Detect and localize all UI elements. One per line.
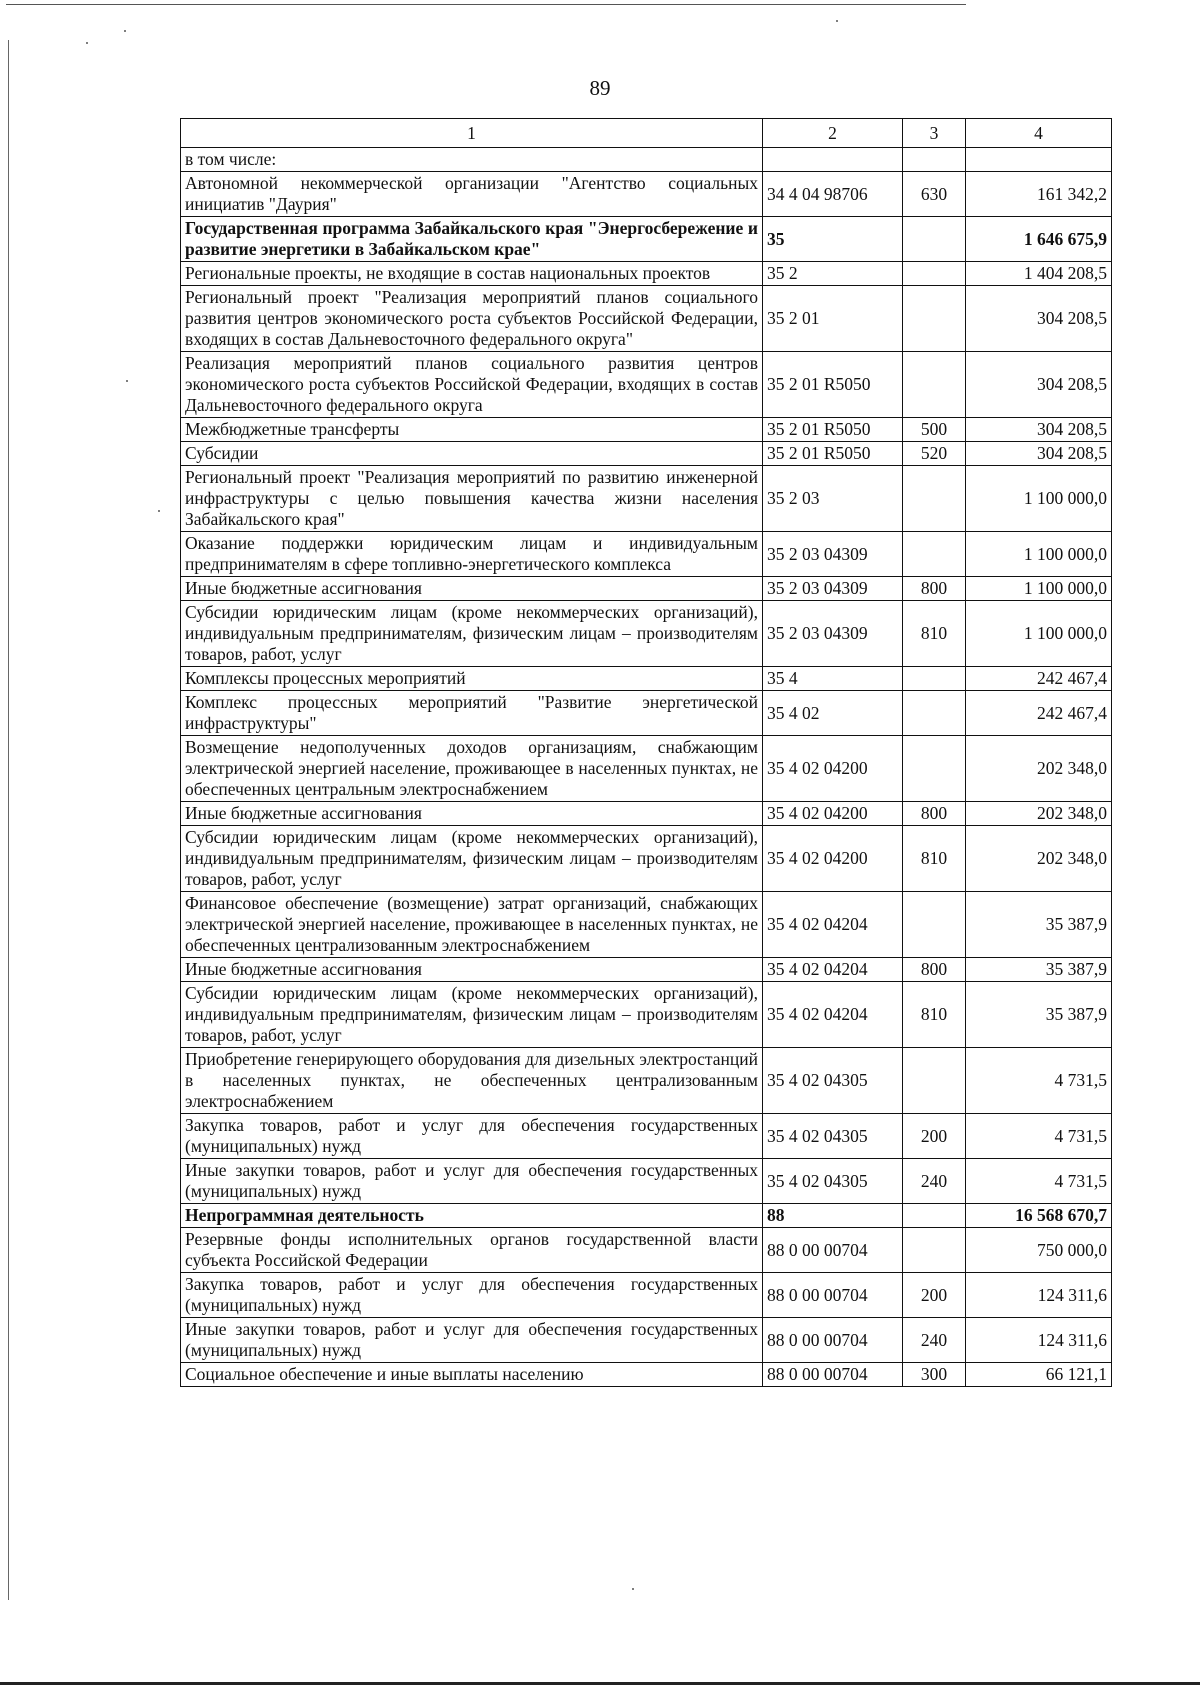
row-type-cell bbox=[903, 1204, 966, 1228]
table-row bbox=[181, 601, 1112, 667]
row-name-cell: Межбюджетные трансферты bbox=[181, 418, 763, 442]
row-type-cell bbox=[903, 1228, 966, 1273]
row-code-cell: 35 2 01 R5050 bbox=[763, 352, 903, 418]
row-code-cell: 35 2 01 bbox=[763, 286, 903, 352]
row-code-cell: 35 bbox=[763, 217, 903, 262]
scan-speck bbox=[632, 1588, 634, 1590]
row-name-cell: Субсидии bbox=[181, 442, 763, 466]
row-code-cell: 35 2 01 R5050 bbox=[763, 442, 903, 466]
row-name-cell: Финансовое обеспечение (возмещение) затрат организаций, снабжающих электрической энергией население, проживающее в населенных пунктах, не обеспеченных централизованным электроснабжением bbox=[181, 892, 763, 958]
row-name-cell: Региональный проект "Реализация мероприятий планов социального развития центров экономического роста субъектов Российской Федерации, входящих в состав Дальневосточного федерального округа" bbox=[181, 286, 763, 352]
row-sum-cell: 35 387,9 bbox=[966, 982, 1112, 1048]
row-type-cell bbox=[903, 262, 966, 286]
table-row bbox=[181, 1318, 1112, 1363]
table-row bbox=[181, 217, 1112, 262]
table-row bbox=[181, 286, 1112, 352]
row-sum-cell: 4 731,5 bbox=[966, 1048, 1112, 1114]
row-code-cell: 35 4 02 04204 bbox=[763, 892, 903, 958]
row-type-cell bbox=[903, 217, 966, 262]
row-sum-cell: 242 467,4 bbox=[966, 667, 1112, 691]
table-header-row bbox=[181, 119, 1112, 148]
row-code-cell: 35 4 02 04305 bbox=[763, 1159, 903, 1204]
table-row bbox=[181, 667, 1112, 691]
scan-speck bbox=[126, 380, 128, 382]
row-sum-cell: 1 100 000,0 bbox=[966, 577, 1112, 601]
table-row bbox=[181, 148, 1112, 172]
row-sum-cell: 1 646 675,9 bbox=[966, 217, 1112, 262]
table-row bbox=[181, 1159, 1112, 1204]
scan-border-left bbox=[8, 40, 9, 1600]
row-sum-cell: 35 387,9 bbox=[966, 892, 1112, 958]
row-type-cell: 810 bbox=[903, 601, 966, 667]
table-row bbox=[181, 442, 1112, 466]
row-name-cell: Субсидии юридическим лицам (кроме некоммерческих организаций), индивидуальным предпринимателям, физическим лицам – производителям товаров, работ, услуг bbox=[181, 982, 763, 1048]
row-sum-cell: 4 731,5 bbox=[966, 1159, 1112, 1204]
row-sum-cell bbox=[966, 148, 1112, 172]
row-type-cell: 800 bbox=[903, 958, 966, 982]
table-row bbox=[181, 1204, 1112, 1228]
table-row bbox=[181, 1228, 1112, 1273]
table-row bbox=[181, 352, 1112, 418]
row-code-cell: 35 2 03 bbox=[763, 466, 903, 532]
row-type-cell bbox=[903, 1048, 966, 1114]
table-row bbox=[181, 262, 1112, 286]
row-sum-cell: 4 731,5 bbox=[966, 1114, 1112, 1159]
row-code-cell: 35 2 03 04309 bbox=[763, 601, 903, 667]
row-sum-cell: 304 208,5 bbox=[966, 352, 1112, 418]
row-type-cell bbox=[903, 667, 966, 691]
row-type-cell: 500 bbox=[903, 418, 966, 442]
row-sum-cell: 202 348,0 bbox=[966, 802, 1112, 826]
row-type-cell bbox=[903, 148, 966, 172]
row-type-cell bbox=[903, 691, 966, 736]
budget-table-body bbox=[181, 119, 1112, 1387]
row-type-cell: 200 bbox=[903, 1114, 966, 1159]
row-name-cell: Иные бюджетные ассигнования bbox=[181, 577, 763, 601]
scan-speck bbox=[124, 30, 126, 32]
row-name-cell: Закупка товаров, работ и услуг для обеспечения государственных (муниципальных) нужд bbox=[181, 1273, 763, 1318]
row-name-cell: Непрограммная деятельность bbox=[181, 1204, 763, 1228]
table-row bbox=[181, 418, 1112, 442]
table-row bbox=[181, 1048, 1112, 1114]
row-type-cell bbox=[903, 532, 966, 577]
row-code-cell: 35 2 01 R5050 bbox=[763, 418, 903, 442]
table-row bbox=[181, 826, 1112, 892]
row-sum-cell: 304 208,5 bbox=[966, 418, 1112, 442]
row-code-cell: 35 4 02 04305 bbox=[763, 1114, 903, 1159]
row-code-cell: 88 0 00 00704 bbox=[763, 1363, 903, 1387]
budget-table bbox=[180, 118, 1112, 1387]
row-code-cell: 35 4 02 04200 bbox=[763, 802, 903, 826]
row-type-cell bbox=[903, 286, 966, 352]
row-type-cell: 810 bbox=[903, 982, 966, 1048]
row-name-cell: Реализация мероприятий планов социального развития центров экономического роста субъектов Российской Федерации, входящих в состав Дальневосточного федерального округа bbox=[181, 352, 763, 418]
row-sum-cell: 1 100 000,0 bbox=[966, 532, 1112, 577]
row-sum-cell: 124 311,6 bbox=[966, 1318, 1112, 1363]
row-name-cell: Иные закупки товаров, работ и услуг для обеспечения государственных (муниципальных) нужд bbox=[181, 1159, 763, 1204]
row-name-cell: в том числе: bbox=[181, 148, 763, 172]
row-name-cell: Региональный проект "Реализация мероприятий по развитию инженерной инфраструктуры с целью повышения качества жизни населения Забайкальского края" bbox=[181, 466, 763, 532]
table-row bbox=[181, 982, 1112, 1048]
row-sum-cell: 242 467,4 bbox=[966, 691, 1112, 736]
scan-speck bbox=[86, 42, 88, 44]
row-code-cell: 88 0 00 00704 bbox=[763, 1228, 903, 1273]
row-sum-cell: 750 000,0 bbox=[966, 1228, 1112, 1273]
row-type-cell bbox=[903, 736, 966, 802]
row-type-cell: 240 bbox=[903, 1318, 966, 1363]
row-name-cell: Субсидии юридическим лицам (кроме некоммерческих организаций), индивидуальным предпринимателям, физическим лицам – производителям товаров, работ, услуг bbox=[181, 601, 763, 667]
row-type-cell: 800 bbox=[903, 577, 966, 601]
table-row bbox=[181, 958, 1112, 982]
table-row bbox=[181, 736, 1112, 802]
row-name-cell: Закупка товаров, работ и услуг для обеспечения государственных (муниципальных) нужд bbox=[181, 1114, 763, 1159]
table-row bbox=[181, 691, 1112, 736]
row-code-cell: 88 0 00 00704 bbox=[763, 1273, 903, 1318]
row-type-cell bbox=[903, 892, 966, 958]
row-code-cell: 35 4 02 04305 bbox=[763, 1048, 903, 1114]
row-sum-cell: 66 121,1 bbox=[966, 1363, 1112, 1387]
row-name-cell: Социальное обеспечение и иные выплаты населению bbox=[181, 1363, 763, 1387]
row-code-cell: 34 4 04 98706 bbox=[763, 172, 903, 217]
row-type-cell: 630 bbox=[903, 172, 966, 217]
table-row bbox=[181, 532, 1112, 577]
row-sum-cell: 304 208,5 bbox=[966, 286, 1112, 352]
page-number: 89 bbox=[589, 76, 611, 100]
row-name-cell: Приобретение генерирующего оборудования для дизельных электростанций в населенных пунктах, не обеспеченных централизованным электроснабжением bbox=[181, 1048, 763, 1114]
header-cell: 1 bbox=[181, 119, 763, 148]
row-code-cell: 35 2 03 04309 bbox=[763, 577, 903, 601]
row-name-cell: Комплексы процессных мероприятий bbox=[181, 667, 763, 691]
row-code-cell: 88 bbox=[763, 1204, 903, 1228]
scan-border-bottom bbox=[0, 1682, 1200, 1685]
row-name-cell: Иные бюджетные ассигнования bbox=[181, 802, 763, 826]
table-row bbox=[181, 1273, 1112, 1318]
table-row bbox=[181, 172, 1112, 217]
row-name-cell: Государственная программа Забайкальского края "Энергосбережение и развитие энергетики в Забайкальском крае" bbox=[181, 217, 763, 262]
row-code-cell bbox=[763, 148, 903, 172]
table-row bbox=[181, 577, 1112, 601]
table-row bbox=[181, 1114, 1112, 1159]
row-name-cell: Иные закупки товаров, работ и услуг для обеспечения государственных (муниципальных) нужд bbox=[181, 1318, 763, 1363]
row-sum-cell: 202 348,0 bbox=[966, 736, 1112, 802]
row-sum-cell: 35 387,9 bbox=[966, 958, 1112, 982]
row-name-cell: Автономной некоммерческой организации "Агентство социальных инициатив "Даурия" bbox=[181, 172, 763, 217]
scan-border-top bbox=[6, 4, 966, 5]
row-type-cell: 800 bbox=[903, 802, 966, 826]
row-type-cell bbox=[903, 466, 966, 532]
row-sum-cell: 16 568 670,7 bbox=[966, 1204, 1112, 1228]
row-sum-cell: 124 311,6 bbox=[966, 1273, 1112, 1318]
row-name-cell: Возмещение недополученных доходов организациям, снабжающим электрической энергией население, проживающее в населенных пунктах, не обеспеченных центральным электроснабжением bbox=[181, 736, 763, 802]
row-sum-cell: 1 404 208,5 bbox=[966, 262, 1112, 286]
row-name-cell: Комплекс процессных мероприятий "Развитие энергетической инфраструктуры" bbox=[181, 691, 763, 736]
scan-speck bbox=[836, 20, 838, 22]
row-code-cell: 35 4 02 04204 bbox=[763, 958, 903, 982]
row-sum-cell: 202 348,0 bbox=[966, 826, 1112, 892]
row-sum-cell: 1 100 000,0 bbox=[966, 466, 1112, 532]
row-code-cell: 35 2 bbox=[763, 262, 903, 286]
row-name-cell: Региональные проекты, не входящие в состав национальных проектов bbox=[181, 262, 763, 286]
row-name-cell: Субсидии юридическим лицам (кроме некоммерческих организаций), индивидуальным предпринимателям, физическим лицам – производителям товаров, работ, услуг bbox=[181, 826, 763, 892]
header-cell: 4 bbox=[966, 119, 1112, 148]
row-sum-cell: 1 100 000,0 bbox=[966, 601, 1112, 667]
row-code-cell: 35 4 bbox=[763, 667, 903, 691]
table-row bbox=[181, 802, 1112, 826]
row-code-cell: 35 4 02 bbox=[763, 691, 903, 736]
row-type-cell: 810 bbox=[903, 826, 966, 892]
row-sum-cell: 161 342,2 bbox=[966, 172, 1112, 217]
row-code-cell: 35 4 02 04204 bbox=[763, 982, 903, 1048]
table-row bbox=[181, 466, 1112, 532]
row-name-cell: Иные бюджетные ассигнования bbox=[181, 958, 763, 982]
row-type-cell: 240 bbox=[903, 1159, 966, 1204]
row-name-cell: Резервные фонды исполнительных органов государственной власти субъекта Российской Федерации bbox=[181, 1228, 763, 1273]
scan-speck bbox=[158, 510, 160, 512]
header-cell: 2 bbox=[763, 119, 903, 148]
row-code-cell: 35 2 03 04309 bbox=[763, 532, 903, 577]
header-cell: 3 bbox=[903, 119, 966, 148]
row-name-cell: Оказание поддержки юридическим лицам и индивидуальным предпринимателям в сфере топливно-энергетического комплекса bbox=[181, 532, 763, 577]
row-type-cell: 520 bbox=[903, 442, 966, 466]
row-type-cell bbox=[903, 352, 966, 418]
table-row bbox=[181, 1363, 1112, 1387]
row-type-cell: 300 bbox=[903, 1363, 966, 1387]
row-code-cell: 88 0 00 00704 bbox=[763, 1318, 903, 1363]
row-type-cell: 200 bbox=[903, 1273, 966, 1318]
row-code-cell: 35 4 02 04200 bbox=[763, 736, 903, 802]
row-sum-cell: 304 208,5 bbox=[966, 442, 1112, 466]
row-code-cell: 35 4 02 04200 bbox=[763, 826, 903, 892]
table-row bbox=[181, 892, 1112, 958]
